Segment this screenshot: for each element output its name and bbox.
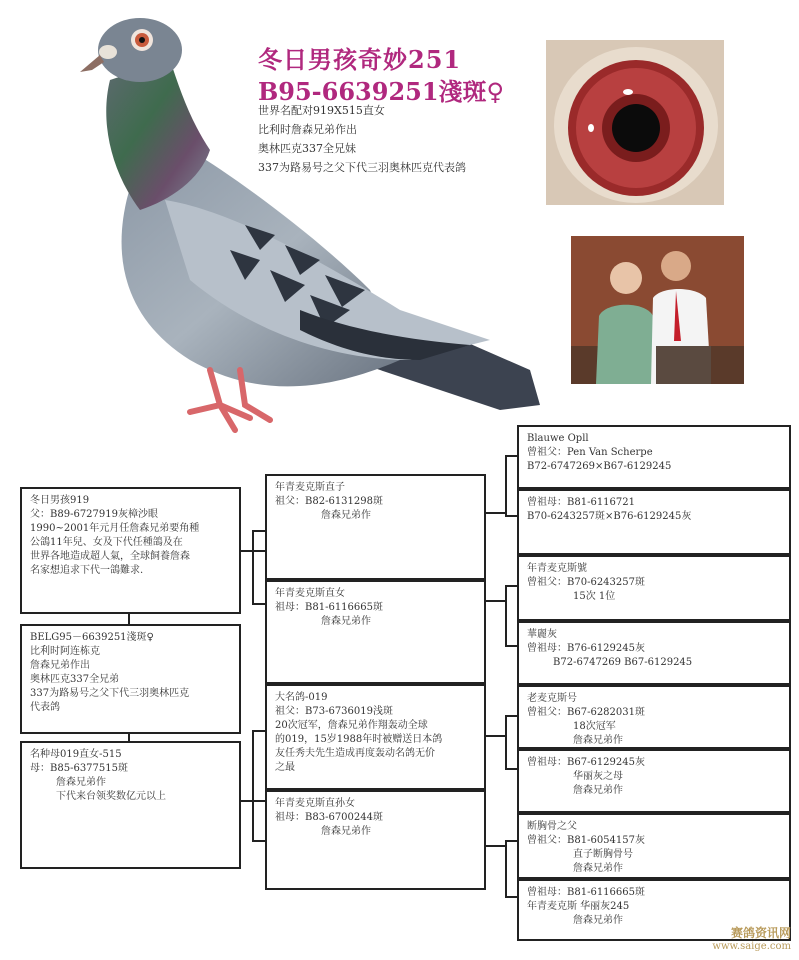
gen2-line: 大名鸽-019 <box>275 692 328 703</box>
desc-line: 337为路易号之父下代三羽奥林匹克代表鸽 <box>258 161 466 174</box>
sire-line: 公鴿11年兒、女及下代任種鴿及在 <box>30 537 183 548</box>
gen3-line: 18次冠军 <box>573 721 616 732</box>
ggp-box-1 <box>517 425 791 489</box>
subject-line: 比利时阿连栋克 <box>30 646 100 657</box>
gen3-line: B70-6243257斑×B76-6129245灰 <box>527 511 692 522</box>
gen2-line: 祖父：B82-6131298斑 <box>275 496 383 507</box>
eye-photo <box>546 40 724 205</box>
gen3-line: 詹森兄弟作 <box>573 915 623 926</box>
grandsire-box-2 <box>265 684 486 790</box>
gen2-line: 詹森兄弟作 <box>321 616 371 627</box>
ggp-box-4 <box>517 621 791 685</box>
gen3-line: 詹森兄弟作 <box>573 735 623 746</box>
gen2-line: 之最 <box>275 762 295 773</box>
gen3-line: 15次 1位 <box>573 591 616 602</box>
gen3-line: 年青麦克斯 华丽灰245 <box>527 901 630 912</box>
sire-line: 父：B89-6727919灰樟沙眼 <box>30 509 158 520</box>
ggp-box-3 <box>517 555 791 621</box>
ggp-box-7 <box>517 813 791 879</box>
ggp-box-2 <box>517 489 791 555</box>
sire-line: 世界各地造成超人氣，全球飼養詹森 <box>30 551 190 562</box>
watermark-site-name: 赛鸽资讯网 <box>730 926 791 940</box>
dam-line: 下代来台领奖数亿元以上 <box>56 791 166 802</box>
sire-box <box>20 487 241 614</box>
gen2-line: 友任秀夫先生造成再度轰动名鸽无价 <box>275 748 435 759</box>
gen3-line: 曾祖母：B81-6116721 <box>527 497 635 508</box>
breeders-photo <box>571 236 744 384</box>
gen3-line: 曾祖父：B67-6282031斑 <box>527 707 645 718</box>
gen2-line: 20次冠军，詹森兄弟作翔轰动全球 <box>275 720 428 731</box>
dam-box <box>20 741 241 869</box>
gen3-line: 曾祖母：B81-6116665斑 <box>527 887 645 898</box>
gen2-line: 年青麦克斯直孙女 <box>275 798 355 809</box>
pigeon-name-title: 冬日男孩奇妙251 <box>258 45 462 74</box>
gen3-line: 曾祖父：B81-6054157灰 <box>527 835 645 846</box>
subject-line: BELG95－6639251淺斑♀ <box>30 632 154 643</box>
gen3-line: 老麦克斯号 <box>527 693 577 704</box>
granddam-box-2 <box>265 790 486 890</box>
sire-line: 1990~2001年元月任詹森兄弟要角種 <box>30 523 200 534</box>
gen3-line: 詹森兄弟作 <box>573 785 623 796</box>
ggp-box-6 <box>517 749 791 813</box>
subject-line: 代表鸽 <box>30 702 60 713</box>
gen3-line: 曾祖父：B70-6243257斑 <box>527 577 645 588</box>
sire-line: 冬日男孩919 <box>30 495 90 506</box>
dam-line: 詹森兄弟作 <box>56 777 106 788</box>
desc-line: 比利时詹森兄弟作出 <box>258 123 357 136</box>
gen3-line: Blauwe Opll <box>527 433 589 444</box>
subject-line: 詹森兄弟作出 <box>30 660 90 671</box>
subject-box <box>20 624 241 734</box>
gen2-line: 年青麦克斯直子 <box>275 482 345 493</box>
ring-number-title: B95-6639251淺斑♀ <box>258 77 505 106</box>
granddam-box-1 <box>265 580 486 684</box>
desc-line: 奥林匹克337全兄妹 <box>258 142 356 155</box>
watermark-url: www.saige.com <box>712 941 791 952</box>
sire-line: 名家想追求下代一鴿難求. <box>30 565 144 576</box>
subject-line: 奥林匹克337全兄弟 <box>30 674 120 685</box>
gen2-line: 詹森兄弟作 <box>321 826 371 837</box>
dam-line: 母：B85-6377515斑 <box>30 763 128 774</box>
gen2-line: 年青麦克斯直女 <box>275 588 345 599</box>
desc-line: 世界名配对919X515直女 <box>258 104 385 117</box>
gen2-line: 的019，15岁1988年时被赠送日本鸽 <box>275 734 443 745</box>
pigeon-description <box>258 101 466 177</box>
gen2-line: 詹森兄弟作 <box>321 510 371 521</box>
grandsire-box-1 <box>265 474 486 580</box>
gen3-line: 曾祖母：B67-6129245灰 <box>527 757 645 768</box>
gen3-line: 詹森兄弟作 <box>573 863 623 874</box>
dam-line: 名种母019直女-515 <box>30 749 122 760</box>
gen2-line: 祖母：B83-6700244斑 <box>275 812 383 823</box>
gen3-line: 曾祖母：B76-6129245灰 <box>527 643 645 654</box>
subject-line: 337为路易号之父下代三羽奥林匹克 <box>30 688 190 699</box>
ggp-box-5 <box>517 685 791 749</box>
gen3-line: 断胸骨之父 <box>527 821 577 832</box>
gen3-line: 华丽灰之母 <box>573 771 623 782</box>
gen3-line: B72-6747269×B67-6129245 <box>527 461 672 472</box>
gen3-line: 年青麦克斯號 <box>527 563 587 574</box>
gen3-line: B72-6747269 B67-6129245 <box>553 657 693 668</box>
gen3-line: 直子断胸骨号 <box>573 849 633 860</box>
gen2-line: 祖父：B73-6736019浅斑 <box>275 706 393 717</box>
gen2-line: 祖母：B81-6116665斑 <box>275 602 383 613</box>
gen3-line: 曾祖父：Pen Van Scherpe <box>527 447 653 458</box>
site-watermark <box>712 924 791 952</box>
gen3-line: 華麗灰 <box>527 629 557 640</box>
